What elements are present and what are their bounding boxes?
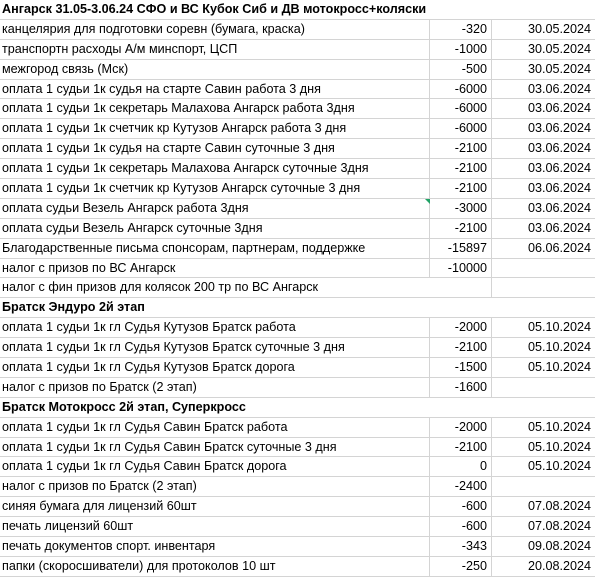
amount-cell[interactable]: -343 xyxy=(429,537,491,556)
amount-cell[interactable]: -2000 xyxy=(429,418,491,437)
table-row[interactable] xyxy=(0,457,595,477)
description-cell[interactable]: синяя бумага для лицензий 60шт xyxy=(2,499,197,514)
section-title-cell[interactable]: Братск Мотокросс 2й этап, Суперкросс xyxy=(2,399,246,414)
amount-cell[interactable]: -2400 xyxy=(429,477,491,496)
description-cell[interactable]: налог с призов по ВС Ангарск xyxy=(2,260,176,275)
date-cell[interactable]: 07.08.2024 xyxy=(491,497,595,516)
description-cell[interactable]: канцелярия для подготовки соревн (бумага, краска) xyxy=(2,21,305,36)
description-cell[interactable]: Благодарственные письма спонсорам, партнерам, поддержке xyxy=(2,240,366,255)
amount-cell[interactable]: -2100 xyxy=(429,438,491,457)
table-row[interactable] xyxy=(0,119,595,139)
description-cell[interactable]: оплата 1 судьи 1к гл Судья Кутузов Братск суточные 3 дня xyxy=(2,340,345,355)
amount-cell[interactable]: -1000 xyxy=(429,40,491,59)
date-cell[interactable] xyxy=(491,0,595,19)
section-header-row[interactable] xyxy=(0,398,595,418)
table-row[interactable] xyxy=(0,139,595,159)
date-cell[interactable]: 03.06.2024 xyxy=(491,159,595,178)
table-row[interactable] xyxy=(0,239,595,259)
table-row[interactable] xyxy=(0,159,595,179)
table-row[interactable] xyxy=(0,438,595,458)
date-cell[interactable] xyxy=(491,259,595,278)
date-cell[interactable] xyxy=(491,298,595,317)
description-cell[interactable]: печать лицензий 60шт xyxy=(2,519,134,534)
date-cell[interactable]: 09.08.2024 xyxy=(491,537,595,556)
date-cell[interactable]: 06.06.2024 xyxy=(491,239,595,258)
table-row[interactable] xyxy=(0,358,595,378)
table-row[interactable] xyxy=(0,557,595,577)
table-row[interactable] xyxy=(0,219,595,239)
description-cell[interactable]: оплата 1 судьи 1к гл Судья Кутузов Братск дорога xyxy=(2,360,295,375)
description-cell[interactable]: оплата 1 судьи 1к счетчик кр Кутузов Ангарск суточные 3 дня xyxy=(2,181,361,196)
amount-cell[interactable]: 0 xyxy=(429,457,491,476)
section-title-cell[interactable]: Ангарск 31.05-3.06.24 СФО и ВС Кубок Сиб и ДВ мотокросс+коляски xyxy=(2,2,427,16)
amount-cell[interactable]: -2100 xyxy=(429,219,491,238)
amount-cell[interactable] xyxy=(429,0,491,19)
date-cell[interactable]: 30.05.2024 xyxy=(491,60,595,79)
date-cell[interactable] xyxy=(491,378,595,397)
date-cell[interactable]: 03.06.2024 xyxy=(491,119,595,138)
description-cell[interactable]: папки (скоросшиватели) для протоколов 10 шт xyxy=(2,558,276,573)
amount-cell[interactable]: -15897 xyxy=(429,239,491,258)
amount-cell[interactable] xyxy=(429,298,491,317)
table-row[interactable] xyxy=(0,537,595,557)
date-cell[interactable]: 03.06.2024 xyxy=(491,179,595,198)
section-header-row[interactable] xyxy=(0,298,595,318)
table-row[interactable] xyxy=(0,338,595,358)
table-row[interactable] xyxy=(0,80,595,100)
comment-marker-icon[interactable] xyxy=(425,199,430,204)
amount-cell[interactable]: -6000 xyxy=(429,80,491,99)
amount-cell[interactable]: -1500 xyxy=(429,358,491,377)
date-cell[interactable]: 03.06.2024 xyxy=(491,199,595,218)
amount-cell[interactable]: -6000 xyxy=(429,99,491,118)
date-cell[interactable]: 05.10.2024 xyxy=(491,338,595,357)
date-cell[interactable]: 30.05.2024 xyxy=(491,40,595,59)
date-cell[interactable]: 20.08.2024 xyxy=(491,557,595,576)
description-cell[interactable]: оплата 1 судьи 1к гл Судья Савин Братск дорога xyxy=(2,459,287,474)
table-row[interactable] xyxy=(0,477,595,497)
date-cell[interactable] xyxy=(491,477,595,496)
table-row[interactable] xyxy=(0,418,595,438)
description-cell[interactable]: оплата 1 судьи 1к гл Судья Савин Братск работа xyxy=(2,419,288,434)
amount-cell[interactable]: -2100 xyxy=(429,179,491,198)
date-cell[interactable]: 03.06.2024 xyxy=(491,219,595,238)
amount-cell[interactable]: -10000 xyxy=(429,259,491,278)
description-cell[interactable]: оплата судьи Везель Ангарск работа 3дня xyxy=(2,200,249,215)
table-row[interactable] xyxy=(0,517,595,537)
description-cell[interactable]: межгород связь (Мск) xyxy=(2,61,129,76)
table-row[interactable] xyxy=(0,179,595,199)
table-row[interactable] xyxy=(0,378,595,398)
amount-cell[interactable]: -2000 xyxy=(429,318,491,337)
date-cell[interactable]: 05.10.2024 xyxy=(491,318,595,337)
date-cell[interactable]: 03.06.2024 xyxy=(491,80,595,99)
description-cell[interactable]: налог с призов по Братск (2 этап) xyxy=(2,479,197,494)
description-cell[interactable]: транспортн расходы А/м минспорт, ЦСП xyxy=(2,41,238,56)
description-cell[interactable]: оплата 1 судьи 1к судья на старте Савин суточные 3 дня xyxy=(2,141,335,156)
amount-cell[interactable]: -2100 xyxy=(429,338,491,357)
table-row[interactable] xyxy=(0,60,595,80)
amount-cell[interactable] xyxy=(429,398,491,417)
date-cell[interactable]: 05.10.2024 xyxy=(491,358,595,377)
amount-cell[interactable]: -600 xyxy=(429,517,491,536)
description-cell[interactable]: печать документов спорт. инвентаря xyxy=(2,539,216,554)
date-cell[interactable]: 05.10.2024 xyxy=(491,457,595,476)
description-cell[interactable]: налог с фин призов для колясок 200 тр по ВС Ангарск xyxy=(2,280,319,295)
amount-cell[interactable]: -6000 xyxy=(429,119,491,138)
table-row[interactable] xyxy=(0,259,595,279)
section-header-row[interactable] xyxy=(0,0,595,20)
date-cell[interactable]: 05.10.2024 xyxy=(491,438,595,457)
amount-cell[interactable]: -250 xyxy=(429,557,491,576)
table-row[interactable] xyxy=(0,199,595,219)
description-cell[interactable]: налог с призов по Братск (2 этап) xyxy=(2,379,197,394)
description-cell[interactable]: оплата 1 судьи 1к секретарь Малахова Ангарск работа 3дня xyxy=(2,101,355,116)
date-cell[interactable]: 03.06.2024 xyxy=(491,139,595,158)
amount-cell[interactable]: -1600 xyxy=(429,378,491,397)
description-cell[interactable]: оплата 1 судьи 1к счетчик кр Кутузов Ангарск работа 3 дня xyxy=(2,121,347,136)
date-cell[interactable] xyxy=(491,398,595,417)
date-cell[interactable]: 30.05.2024 xyxy=(491,20,595,39)
table-row[interactable] xyxy=(0,318,595,338)
section-title-cell[interactable]: Братск Эндуро 2й этап xyxy=(2,300,145,315)
table-row[interactable] xyxy=(0,20,595,40)
table-row[interactable] xyxy=(0,278,595,298)
date-cell[interactable]: 03.06.2024 xyxy=(491,99,595,118)
amount-cell[interactable]: -600 xyxy=(429,497,491,516)
date-cell[interactable]: 07.08.2024 xyxy=(491,517,595,536)
table-row[interactable] xyxy=(0,40,595,60)
amount-cell[interactable]: -3000 xyxy=(429,199,491,218)
amount-cell[interactable]: -2100 xyxy=(429,159,491,178)
description-cell[interactable]: оплата судьи Везель Ангарск суточные 3дня xyxy=(2,220,263,235)
table-row[interactable] xyxy=(0,497,595,517)
date-cell[interactable]: 05.10.2024 xyxy=(491,418,595,437)
description-cell[interactable]: оплата 1 судьи 1к судья на старте Савин работа 3 дня xyxy=(2,81,321,96)
description-cell[interactable]: оплата 1 судьи 1к гл Судья Кутузов Братск работа xyxy=(2,320,296,335)
amount-cell[interactable]: -2100 xyxy=(429,139,491,158)
table-row[interactable] xyxy=(0,99,595,119)
amount-cell[interactable]: -320 xyxy=(429,20,491,39)
amount-cell[interactable]: -500 xyxy=(429,60,491,79)
description-cell[interactable]: оплата 1 судьи 1к секретарь Малахова Ангарск суточные 3дня xyxy=(2,161,369,176)
description-cell[interactable]: оплата 1 судьи 1к гл Судья Савин Братск суточные 3 дня xyxy=(2,439,337,454)
